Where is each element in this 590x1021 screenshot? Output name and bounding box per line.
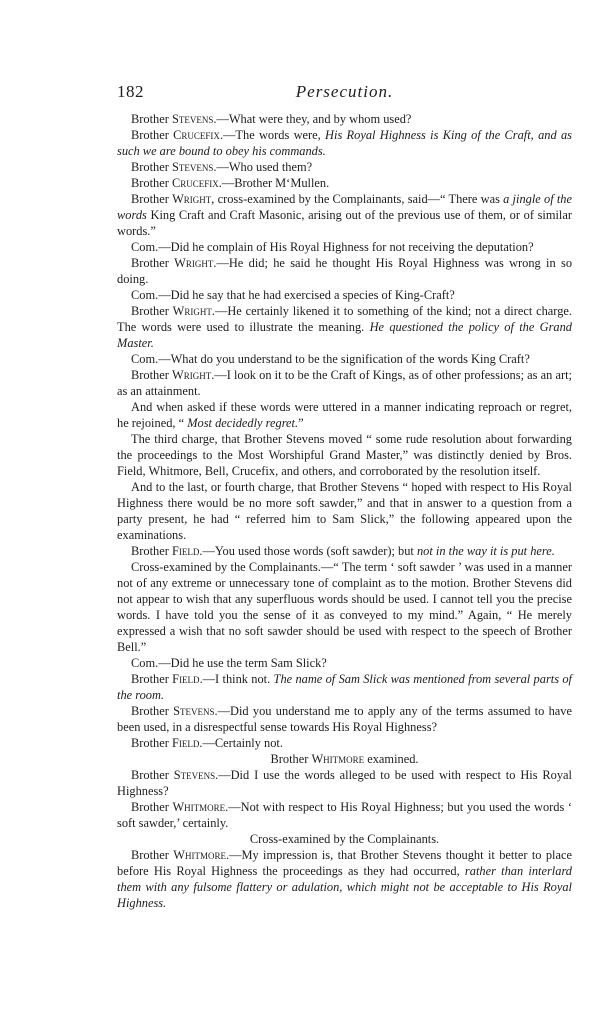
text-run: Com.—Did he say that he had exercised a species of King-Craft?: [131, 288, 455, 302]
paragraph-16: [117, 559, 572, 655]
paragraph-1: [117, 111, 572, 127]
text-run: Brother: [131, 256, 175, 270]
text-run: .—Not with respect to His Royal Highness; but you used the words ‘ soft sawder,’ certainly.: [117, 800, 572, 830]
text-run: And to the last, or fourth charge, that Brother Stevens “ hoped with respect to His Royal Highness there would be no more soft sawder,” and that in answer to a question from a party present, he had “ referred him to Sam Slick,” the following appeared upon the examinations.: [117, 480, 572, 542]
text-run: Brother: [131, 848, 174, 862]
speaker-name: Stevens: [173, 704, 215, 718]
text-run: Brother: [131, 368, 172, 382]
paragraph-14: [117, 479, 572, 543]
italic-text: The name of Sam Slick was mentioned from several parts of the room.: [117, 672, 572, 702]
italic-text: His Royal Highness is King of the Craft, and as such we are bound to obey his commands.: [117, 128, 572, 158]
text-run: Cross-examined by the Complainants.—“ The term ‘ soft sawder ’ was used in a manner not of any extreme or unnecessary tone of complaint as to the motion. Brother Stevens did not appear to wish that any superfluous words should be used. I cannot tell you the precise words. I have told you the sense of it as conveyed to my mind.” Again, “ He merely expressed a wish that no soft sawder should be used with respect to the speech of Brother Bell.”: [117, 560, 572, 654]
paragraph-12: [117, 399, 572, 431]
paragraph-7: [117, 255, 572, 287]
italic-text: Most decidedly regret.: [187, 416, 299, 430]
text-run: And when asked if these words were uttered in a manner indicating reproach or regret, he rejoined, “: [117, 400, 572, 430]
italic-text: rather than interlard them with any fulsome flattery or adulation, which might not be acceptable to His Royal Highness.: [117, 864, 572, 910]
text-run: Brother: [131, 192, 173, 206]
text-run: ”: [298, 416, 304, 430]
text-run: Brother: [131, 544, 172, 558]
paragraph-18: [117, 671, 572, 703]
text-run: Cross-examined by the Complainants.: [249, 832, 440, 846]
speaker-name: Stevens: [173, 768, 216, 782]
speaker-name: Field: [172, 672, 200, 686]
text-run: Brother: [131, 160, 172, 174]
paragraph-20: [117, 735, 572, 751]
text-run: The third charge, that Brother Stevens moved “ some rude resolution about forwarding the proceedings to the Most Worshipful Grand Master,” was distinctly denied by Bros. Field, Whitmore, Bell, Crucefix, and others, and corroborated by the resolution itself.: [117, 432, 572, 478]
paragraph-2: [117, 127, 572, 159]
speaker-name: Wright: [172, 304, 212, 318]
text-run: King Craft and Craft Masonic, arising out of the previous use of them, or of similar words.”: [117, 208, 572, 238]
paragraph-5: [117, 191, 572, 239]
text-run: .—He certainly likened it to something of the kind; not a direct charge. The words were used to illustrate the meaning.: [117, 304, 572, 334]
text-run: Brother: [270, 752, 312, 766]
text-run: Brother: [131, 128, 174, 142]
text-run: .—What were they, and by whom used?: [213, 112, 412, 126]
paragraph-6: [117, 239, 572, 255]
text-run: .—Who used them?: [213, 160, 313, 174]
text-run: Brother: [131, 800, 173, 814]
text-run: .—He did; he said he thought His Royal Highness was wrong in so doing.: [117, 256, 573, 286]
text-run: Com.—Did he use the term Sam Slick?: [131, 656, 327, 670]
speaker-name: Wright: [172, 192, 212, 206]
text-run: Brother: [131, 768, 174, 782]
speaker-name: Crucefix: [171, 176, 219, 190]
section-heading-whitmore-examined: [117, 751, 572, 767]
paragraph-9: [117, 303, 572, 351]
running-title: Persecution.: [295, 82, 394, 101]
paragraph-23: [117, 799, 572, 831]
page-number: 182: [117, 82, 144, 101]
italic-text: a jingle of the words: [117, 192, 572, 222]
text-run: .—Did you understand me to apply any of the terms assumed to have been used, in a disrespectful sense towards His Royal Highness?: [117, 704, 573, 734]
text-run: .—Certainly not.: [199, 736, 283, 750]
speaker-name: Whitmore: [172, 800, 226, 814]
text-run: .—I look on it to be the Craft of Kings, as of other professions; as an art; as an attainment.: [117, 368, 572, 398]
text-run: Brother: [131, 304, 173, 318]
text-run: Brother: [131, 736, 172, 750]
section-heading-cross-examined: [117, 831, 572, 847]
paragraph-22: [117, 767, 572, 799]
text-run: .—Did I use the words alleged to be used with respect to His Royal Highness?: [117, 768, 572, 798]
speaker-name: Field: [171, 544, 200, 558]
text-run: Brother: [131, 704, 174, 718]
speaker-name: Whitmore: [311, 752, 365, 766]
paragraph-10: [117, 351, 572, 367]
speaker-name: Whitmore: [173, 848, 226, 862]
italic-text: not in the way it is put here.: [416, 544, 555, 558]
paragraph-3: [117, 159, 572, 175]
speaker-name: Field: [171, 736, 200, 750]
italic-text: He questioned the policy of the Grand Master.: [117, 320, 573, 350]
text-run: .—I think not.: [199, 672, 274, 686]
text-run: .—My impression is, that Brother Stevens thought it better to place before His Royal Highness the proceedings as they had occurred,: [117, 848, 572, 878]
speaker-name: Wright: [174, 256, 214, 270]
speaker-name: Wright: [172, 368, 212, 382]
text-run: .—The words were,: [219, 128, 326, 142]
paragraph-17: [117, 655, 572, 671]
paragraph-13: [117, 431, 572, 479]
page-body: [117, 111, 572, 911]
speaker-name: Stevens: [171, 112, 214, 126]
text-run: .—Brother M‘Mullen.: [218, 176, 330, 190]
page-header: [117, 82, 572, 106]
paragraph-8: [117, 287, 572, 303]
text-run: .—You used those words (soft sawder); but: [199, 544, 417, 558]
paragraph-25: [117, 847, 572, 911]
text-run: Com.—What do you understand to be the signification of the words King Craft?: [131, 352, 530, 366]
text-run: Brother: [131, 112, 172, 126]
paragraph-15: [117, 543, 572, 559]
paragraph-11: [117, 367, 572, 399]
text-run: Brother: [131, 176, 172, 190]
speaker-name: Crucefix: [173, 128, 220, 142]
text-run: examined.: [364, 752, 419, 766]
text-run: Brother: [131, 672, 173, 686]
speaker-name: Stevens: [171, 160, 214, 174]
paragraph-4: [117, 175, 572, 191]
text-run: , cross-examined by the Complainants, said—“ There was: [211, 192, 504, 206]
paragraph-19: [117, 703, 572, 735]
text-run: Com.—Did he complain of His Royal Highness for not receiving the deputation?: [131, 240, 534, 254]
